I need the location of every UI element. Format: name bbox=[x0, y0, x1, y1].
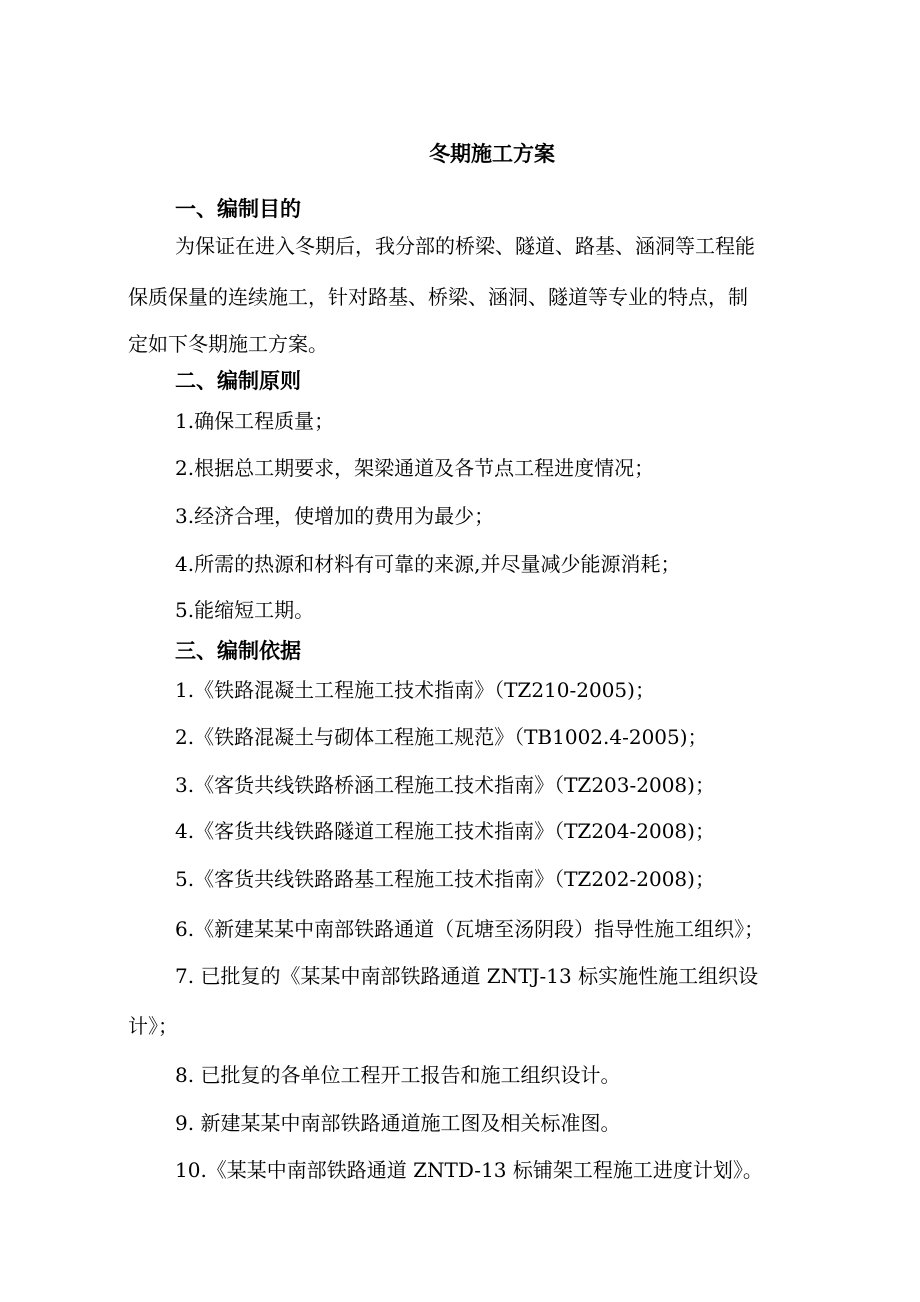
paragraph-line: 保质保量的连续施工，针对路基、桥梁、涵洞、隧道等专业的特点，制 bbox=[128, 285, 748, 309]
list-item: 10.《某某中南部铁路通道 ZNTD-13 标铺架工程施工进度计划》。 bbox=[175, 1158, 763, 1182]
list-item: 3.经济合理，使增加的费用为最少； bbox=[175, 504, 495, 528]
list-item: 5.《客货共线铁路路基工程施工技术指南》（TZ202-2008)； bbox=[175, 867, 715, 891]
list-item: 5.能缩短工期。 bbox=[175, 598, 315, 622]
list-item: 1.《铁路混凝土工程施工技术指南》（TZ210-2005)； bbox=[175, 678, 655, 702]
list-item: 8. 已批复的各单位工程开工报告和施工组织设计。 bbox=[175, 1063, 621, 1087]
list-item: 3.《客货共线铁路桥涵工程施工技术指南》（TZ203-2008)； bbox=[175, 773, 715, 797]
list-item: 7. 已批复的《某某中南部铁路通道 ZNTJ-13 标实施性施工组织设 bbox=[175, 964, 759, 988]
list-item: 1.确保工程质量； bbox=[175, 409, 335, 433]
list-item: 6.《新建某某中南部铁路通道（瓦塘至汤阴段）指导性施工组织》； bbox=[175, 917, 765, 941]
list-item-continuation: 计》； bbox=[128, 1014, 178, 1038]
list-item: 2.《铁路混凝土与砌体工程施工规范》（TB1002.4-2005)； bbox=[175, 725, 708, 749]
section-heading-purpose: 一、编制目的 bbox=[175, 196, 301, 221]
section-heading-basis: 三、编制依据 bbox=[175, 638, 301, 663]
list-item: 4.《客货共线铁路隧道工程施工技术指南》（TZ204-2008)； bbox=[175, 819, 715, 843]
list-item: 9. 新建某某中南部铁路通道施工图及相关标准图。 bbox=[175, 1111, 621, 1135]
document-title: 冬期施工方案 bbox=[429, 141, 555, 166]
list-item: 2.根据总工期要求，架梁通道及各节点工程进度情况； bbox=[175, 456, 655, 480]
section-heading-principles: 二、编制原则 bbox=[175, 368, 301, 393]
paragraph-line: 为保证在进入冬期后，我分部的桥梁、隧道、路基、涵洞等工程能 bbox=[175, 234, 755, 258]
list-item: 4.所需的热源和材料有可靠的来源,并尽量减少能源消耗； bbox=[175, 552, 681, 576]
paragraph-line: 定如下冬期施工方案。 bbox=[128, 332, 328, 356]
